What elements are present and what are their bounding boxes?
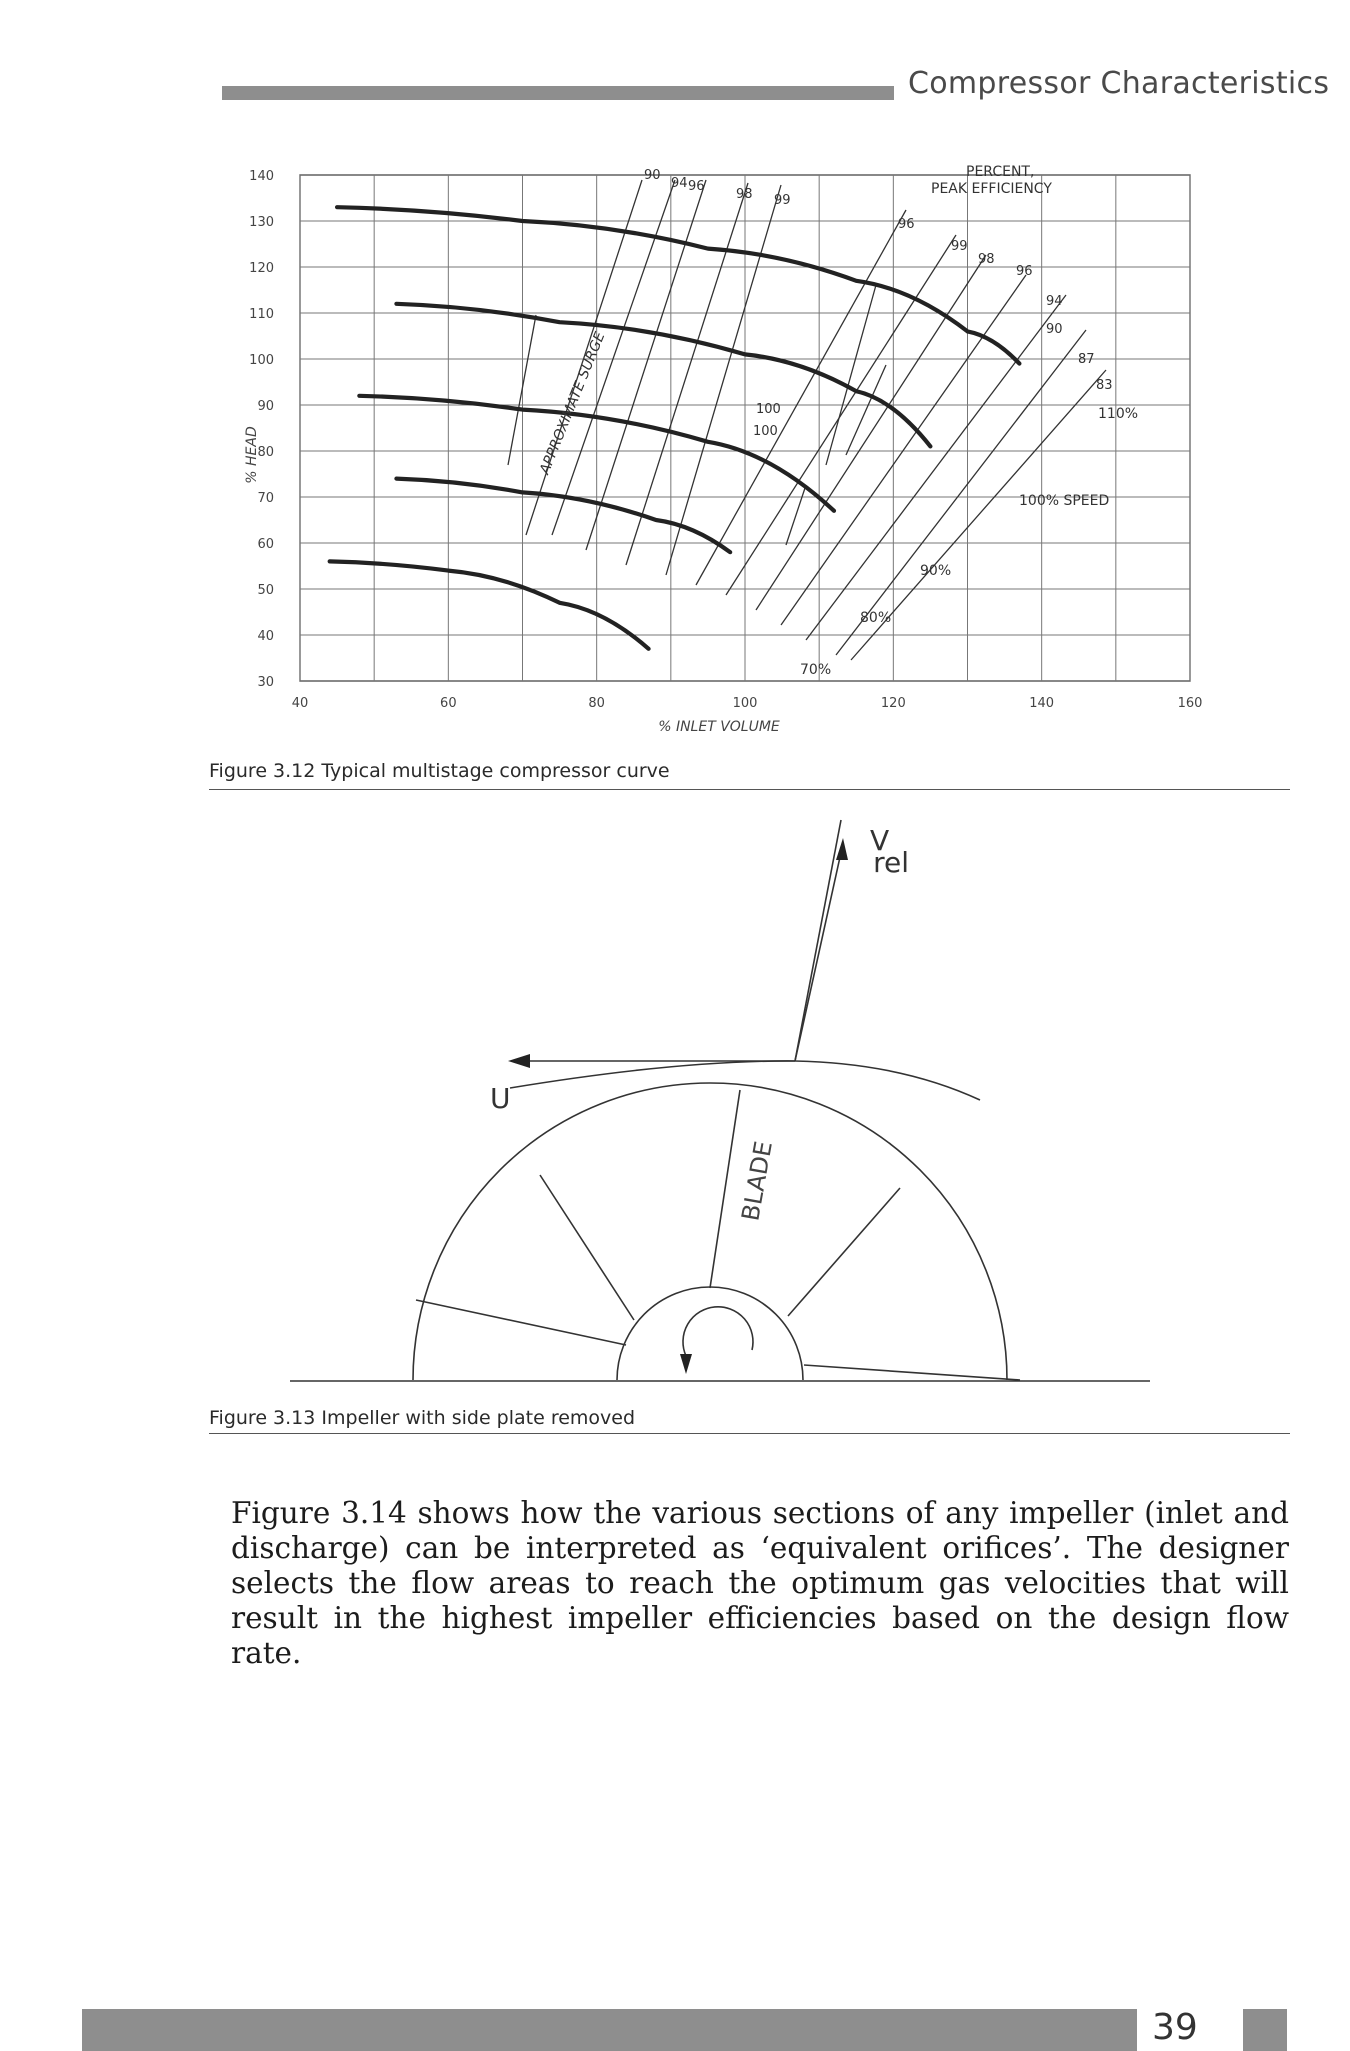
speed-label: 100% SPEED — [1019, 493, 1110, 509]
vrel-vector-line — [795, 848, 842, 1061]
y-tick-label: 30 — [257, 675, 274, 690]
eff-line — [781, 275, 1026, 625]
speed-label: 90% — [920, 563, 952, 579]
efficiency-label: 90 — [644, 168, 661, 183]
speed-label: 70% — [800, 662, 832, 678]
speed-curve — [396, 479, 730, 553]
efficiency-header-line1: PERCENT, — [966, 164, 1035, 180]
blade-label: BLADE — [736, 1138, 778, 1224]
y-tick-label: 100 — [249, 353, 274, 368]
caption-rule — [209, 789, 1290, 790]
blade-line — [710, 1090, 740, 1288]
u-arc-right — [795, 1061, 980, 1100]
efficiency-label: 98 — [978, 252, 995, 267]
running-header: Compressor Characteristics — [908, 66, 1330, 101]
y-tick-label: 80 — [257, 445, 274, 460]
y-tick-label: 130 — [249, 215, 274, 230]
blade-line — [416, 1300, 626, 1345]
speed-curve — [337, 207, 1019, 363]
speed-label: 80% — [860, 610, 892, 626]
blade-line — [788, 1188, 900, 1316]
figure-3-12-caption: Figure 3.12 Typical multistage compressor curve — [209, 760, 670, 782]
efficiency-label: 90 — [1046, 322, 1063, 337]
caption-rule — [209, 1433, 1290, 1434]
rotation-arrowhead — [680, 1354, 692, 1374]
y-axis-label: % HEAD — [244, 426, 260, 484]
x-tick-label: 100 — [732, 696, 758, 711]
body-paragraph: Figure 3.14 shows how the various sections of any impeller (inlet and discharge) can be interpreted as ‘equivalent orifices’. The designer selects the flow areas to reach the optimum gas velocities that will result in the highest impeller efficiencies based on the design flow rate. — [231, 1496, 1289, 1670]
y-tick-label: 70 — [257, 491, 274, 506]
speed-lines — [330, 207, 1020, 649]
x-tick-label: 60 — [440, 696, 457, 711]
eff-line — [806, 295, 1066, 640]
eff-line — [846, 365, 886, 455]
footer-block — [1243, 2009, 1287, 2051]
eff-line — [826, 285, 876, 465]
impeller-hub-arc — [617, 1287, 803, 1380]
vrel-arrowhead — [836, 838, 848, 860]
u-arrowhead — [508, 1054, 530, 1068]
x-tick-label: 120 — [880, 696, 906, 711]
figure-3-12-compressor-chart — [244, 155, 1246, 765]
efficiency-label: 96 — [1016, 264, 1033, 279]
y-tick-label: 40 — [257, 629, 274, 644]
efficiency-label: 94 — [1046, 294, 1063, 309]
figure-3-13-caption: Figure 3.13 Impeller with side plate removed — [209, 1407, 636, 1429]
efficiency-label: 87 — [1078, 352, 1095, 367]
eff-line — [786, 485, 806, 545]
vrel-vector — [795, 820, 841, 1061]
x-axis-label: % INLET VOLUME — [658, 719, 780, 735]
eff-line — [756, 255, 986, 610]
efficiency-label: 99 — [774, 193, 791, 208]
efficiency-label: 96 — [688, 179, 705, 194]
y-tick-label: 50 — [257, 583, 274, 598]
header-rule — [222, 86, 894, 100]
efficiency-label: 83 — [1096, 378, 1113, 393]
u-label: U — [490, 1082, 511, 1115]
figure-3-13-impeller-diagram — [280, 820, 1160, 1395]
rotation-arrow-arc — [683, 1307, 753, 1356]
y-tick-label: 120 — [249, 261, 274, 276]
vrel-label: V rel — [870, 824, 910, 879]
x-tick-labels — [292, 696, 1203, 711]
y-tick-label: 90 — [257, 399, 274, 414]
efficiency-header-line2: PEAK EFFICIENCY — [931, 181, 1052, 197]
y-tick-label: 60 — [257, 537, 274, 552]
speed-labels — [800, 406, 1138, 678]
y-tick-label: 110 — [249, 307, 274, 322]
x-tick-label: 160 — [1177, 696, 1203, 711]
efficiency-label: 98 — [736, 187, 753, 202]
x-tick-label: 140 — [1029, 696, 1055, 711]
page-number: 39 — [1152, 2007, 1198, 2048]
eff-line — [552, 180, 675, 535]
efficiency-label: 100 — [756, 402, 781, 417]
speed-curve — [330, 561, 649, 648]
x-tick-label: 40 — [291, 696, 309, 711]
speed-label: 110% — [1098, 406, 1139, 422]
u-arc — [510, 1061, 795, 1088]
efficiency-label: 99 — [951, 239, 968, 254]
efficiency-label: 94 — [671, 176, 688, 191]
efficiency-label: 96 — [898, 217, 915, 232]
y-tick-label: 140 — [249, 169, 274, 184]
blade-line — [804, 1365, 1020, 1380]
x-tick-label: 80 — [588, 696, 605, 711]
impeller-outer-arc — [413, 1083, 1007, 1380]
efficiency-label: 100 — [753, 424, 778, 439]
footer-rule — [82, 2009, 1137, 2051]
surge-label: APPROXIMATE SURGE — [536, 329, 609, 477]
efficiency-lines — [508, 180, 1106, 660]
blade-line — [540, 1175, 634, 1320]
